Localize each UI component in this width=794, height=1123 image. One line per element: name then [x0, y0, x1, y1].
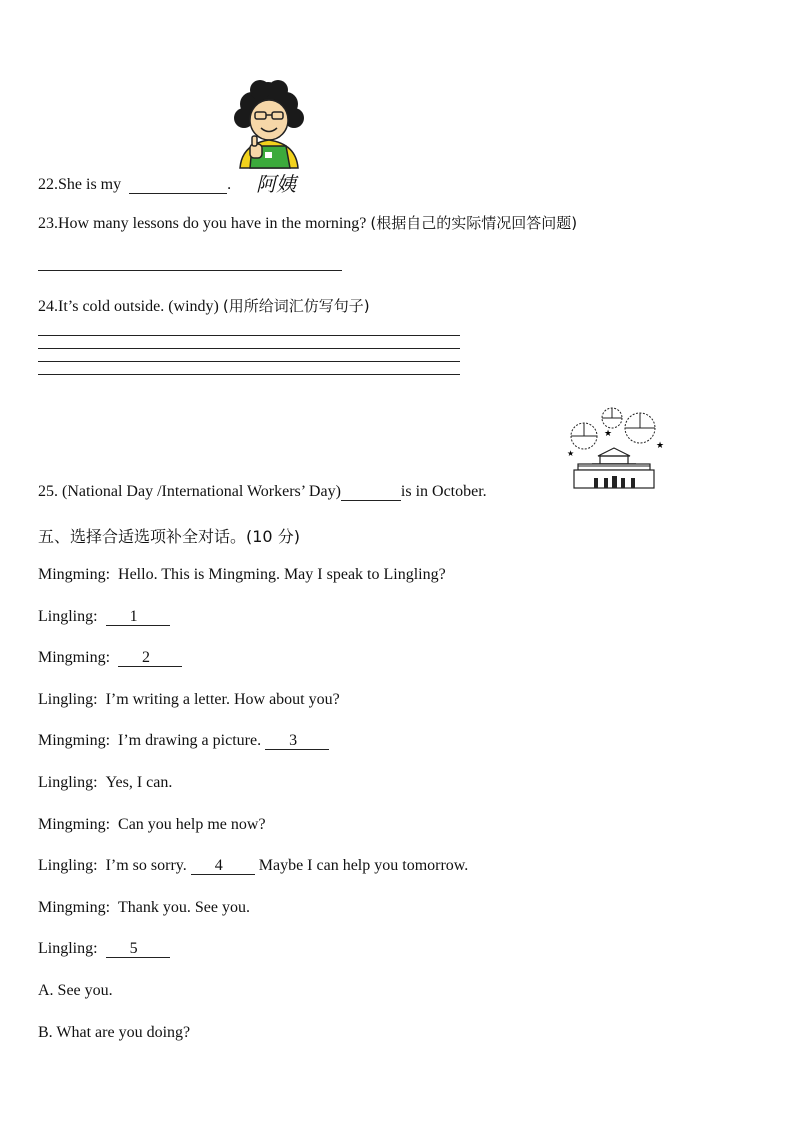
dialogue-blank[interactable]: 3 [265, 733, 329, 750]
speaker-name: Lingling: [38, 607, 98, 625]
dialogue-line [38, 816, 266, 834]
aunt-illustration [230, 78, 316, 176]
speaker-name: Lingling: [38, 690, 98, 708]
option-item: A. See you. [38, 982, 113, 999]
answer-blank[interactable] [341, 484, 401, 501]
answer-line[interactable] [38, 348, 460, 349]
dialogue-text: I’m so sorry. [105, 857, 187, 875]
speaker-name: Lingling: [38, 940, 98, 958]
speaker-name: Lingling: [38, 774, 98, 791]
question-24-word: (windy) [168, 298, 219, 315]
question-23-hint: (根据自己的实际情况回答问题) [370, 214, 578, 232]
dialogue-line [38, 774, 172, 792]
option-item: B. What are you doing? [38, 1023, 191, 1041]
answer-blank[interactable] [129, 177, 227, 194]
question-22-end: . [227, 176, 232, 193]
speaker-name: Lingling: [38, 857, 98, 875]
dialogue-line [38, 899, 250, 917]
dialogue-blank[interactable]: 4 [191, 858, 255, 875]
dialogue-line [38, 608, 170, 626]
answer-line[interactable] [38, 361, 460, 362]
answer-line[interactable] [38, 374, 460, 375]
dialogue-text: Can you help me now? [118, 815, 266, 833]
svg-text:★: ★ [656, 441, 664, 451]
speaker-name: Mingming: [38, 649, 111, 667]
answer-line[interactable] [38, 335, 460, 336]
question-24-hint: (用所给词汇仿写句子) [222, 297, 370, 315]
dialogue-line [38, 649, 182, 667]
question-23 [38, 212, 577, 233]
dialogue-line [38, 691, 340, 709]
question-25 [38, 483, 487, 501]
dialogue-line [38, 566, 446, 584]
dialogue-line [38, 857, 468, 875]
answer-line[interactable] [38, 270, 342, 271]
dialogue-line [38, 940, 170, 958]
question-25-end: is in October. [400, 483, 487, 500]
question-24 [38, 295, 370, 316]
question-24-text: 24.It’s cold outside. [38, 298, 165, 315]
dialogue-text: Thank you. See you. [118, 898, 250, 916]
section-5-title: 五、选择合适选项补全对话。(10 分) [38, 527, 300, 546]
speaker-name: Mingming: [38, 566, 111, 583]
dialogue-text: I’m writing a letter. How about you? [105, 690, 340, 708]
tiananmen-fireworks-illustration [564, 404, 664, 492]
question-22 [38, 176, 231, 194]
svg-text:★: ★ [567, 449, 575, 458]
dialogue-text: Maybe I can help you tomorrow. [258, 857, 469, 875]
dialogue-blank[interactable]: 5 [106, 941, 170, 958]
dialogue-text: I’m drawing a picture. [118, 732, 262, 750]
dialogue-blank[interactable]: 1 [106, 609, 170, 626]
dialogue-text: Hello. This is Mingming. May I speak to Lingling? [118, 566, 446, 583]
svg-text:★: ★ [604, 429, 613, 439]
speaker-name: Mingming: [38, 898, 111, 916]
dialogue-text: Yes, I can. [105, 774, 173, 791]
question-23-text: 23.How many lessons do you have in the morning? [38, 215, 367, 232]
aunt-chinese-label: 阿姨 [256, 172, 296, 196]
question-22-text: 22.She is my [38, 176, 122, 193]
speaker-name: Mingming: [38, 732, 111, 750]
question-25-text: 25. (National Day /International Workers’ Day) [38, 483, 341, 500]
dialogue-line [38, 732, 329, 750]
speaker-name: Mingming: [38, 815, 111, 833]
dialogue-blank[interactable]: 2 [118, 650, 182, 667]
